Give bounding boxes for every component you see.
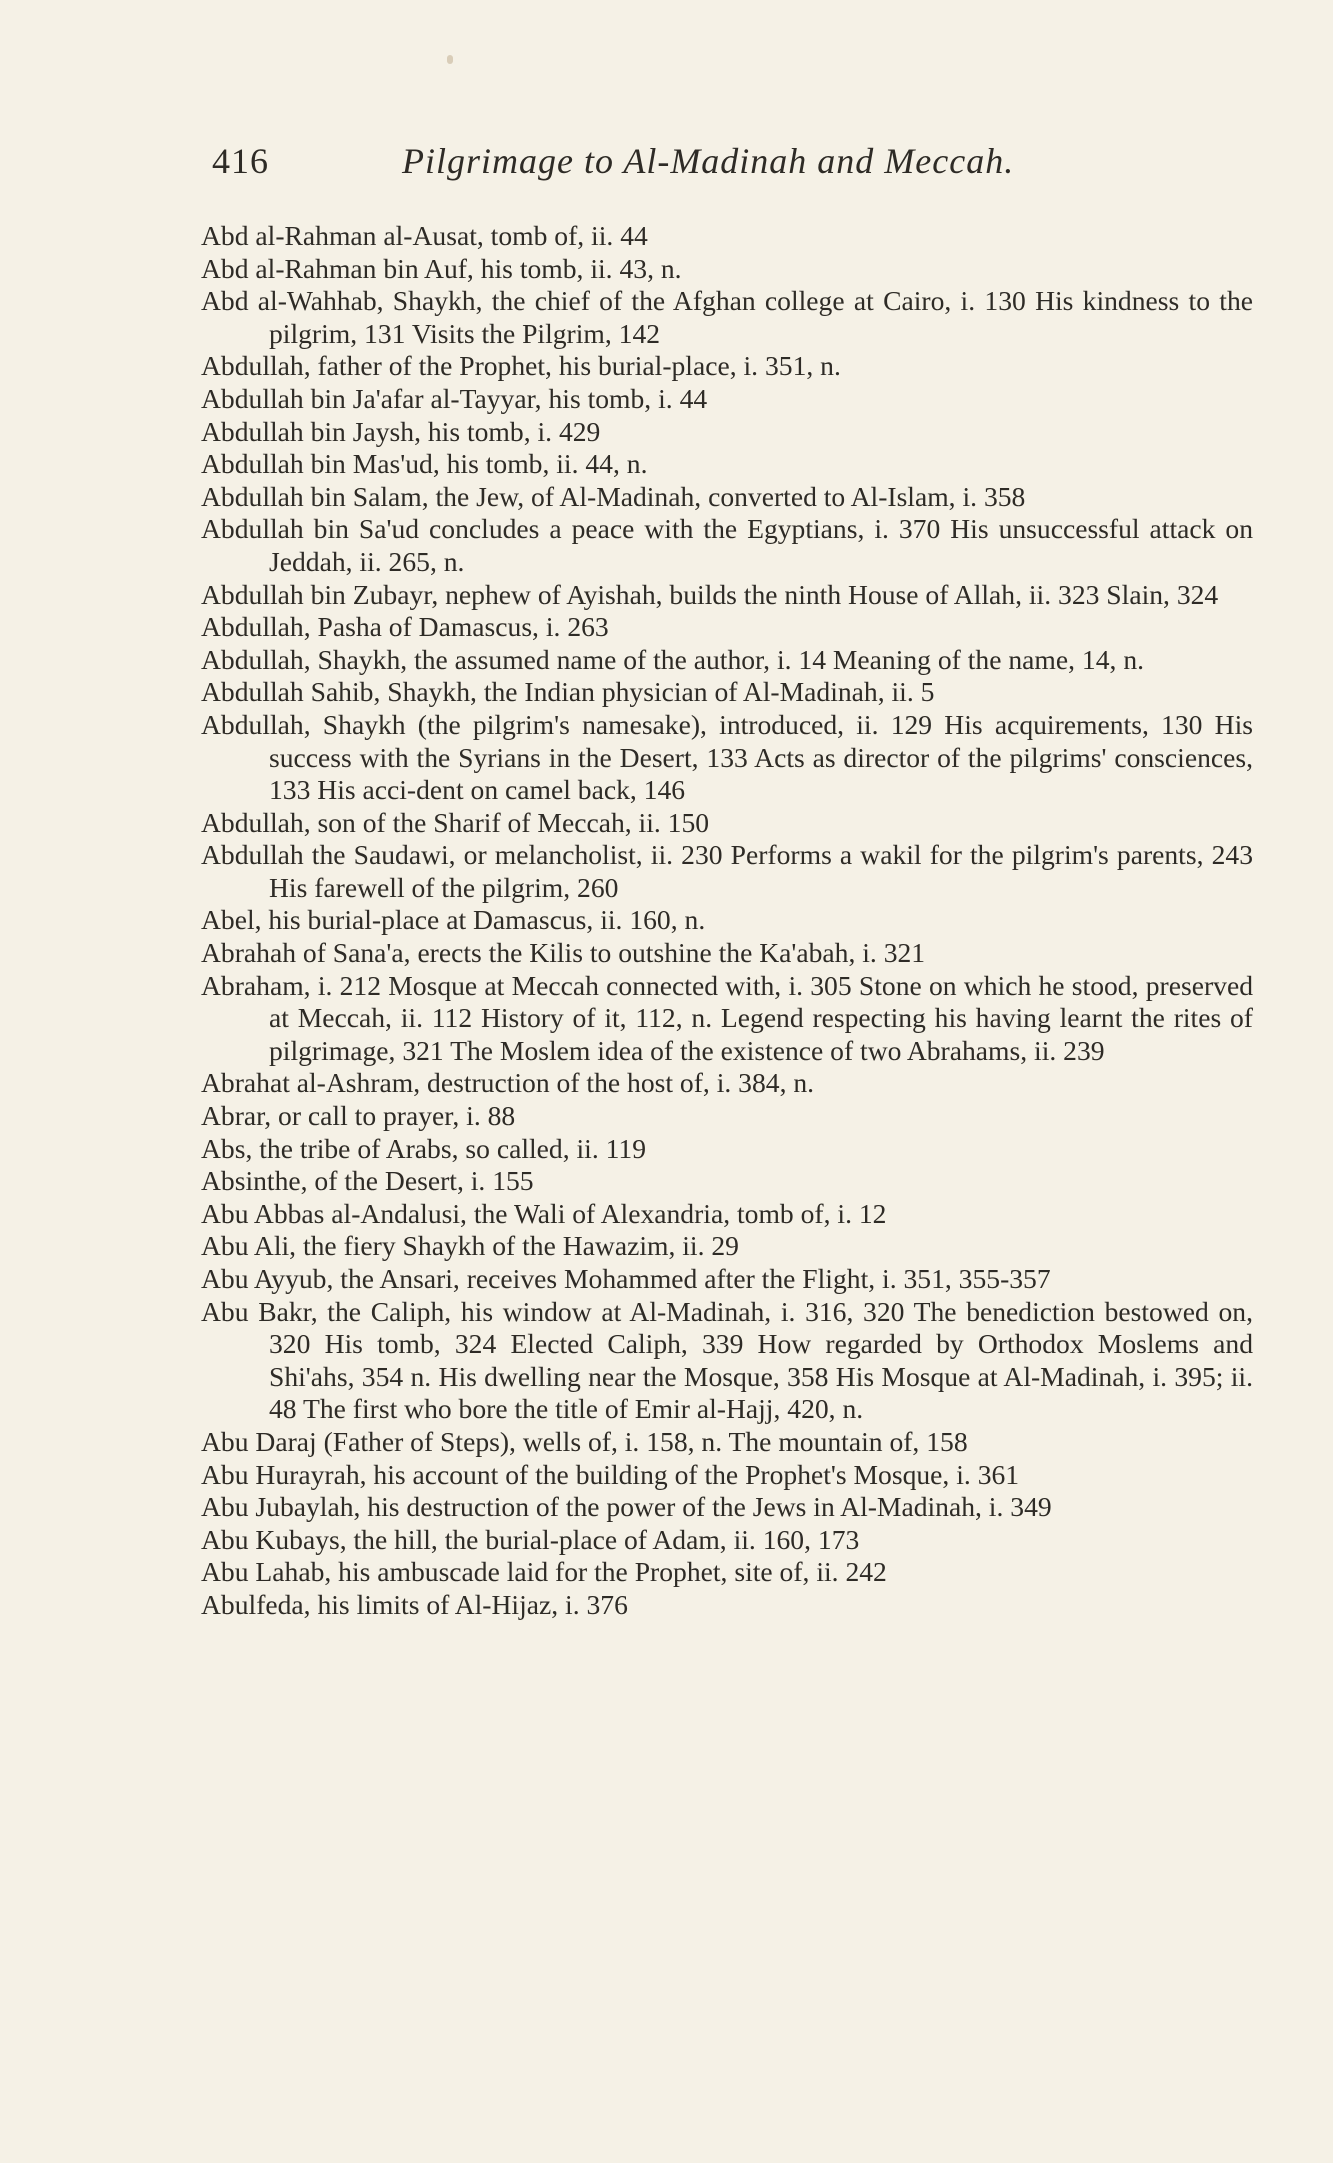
index-entry: Abdullah, father of the Prophet, his burial-place, i. 351, n. xyxy=(201,350,841,382)
index-entry: Abdullah, Pasha of Damascus, i. 263 xyxy=(201,611,609,643)
index-entry: Abulfeda, his limits of Al-Hijaz, i. 376 xyxy=(201,1588,628,1620)
index-entry: Abraham, i. 212 Mosque at Meccah connected with, i. 305 Stone on which he stood, preserved at Meccah, ii. 112 History of it, 112, n. Legend respecting his having learnt the rites of pilgrimage, 321 The Moslem idea of the existence of two Abrahams, ii. 239 xyxy=(201,969,1253,1066)
index-entry: Abu Hurayrah, his account of the building of the Prophet's Mosque, i. 361 xyxy=(201,1458,1020,1490)
index-entry: Abrar, or call to prayer, i. 88 xyxy=(201,1100,516,1132)
page-number: 416 xyxy=(212,141,269,181)
index-entry: Abdullah the Saudawi, or melancholist, ii. 230 Performs a wakil for the pilgrim's parents, 243 His farewell of the pilgrim, 260 xyxy=(201,839,1253,903)
index-entry: Abu Ali, the fiery Shaykh of the Hawazim, ii. 29 xyxy=(201,1230,739,1262)
index-entry: Abdullah bin Jaysh, his tomb, i. 429 xyxy=(201,415,601,447)
index-entry: Abdullah bin Zubayr, nephew of Ayishah, builds the ninth House of Allah, ii. 323 Slain, 324 xyxy=(201,578,1219,610)
index-entry: Abs, the tribe of Arabs, so called, ii. 119 xyxy=(201,1132,646,1164)
page-header xyxy=(212,140,1072,190)
index-list xyxy=(201,220,1253,1622)
index-entry: Abel, his burial-place at Damascus, ii. 160, n. xyxy=(201,904,706,936)
index-entry: Abd al-Rahman al-Ausat, tomb of, ii. 44 xyxy=(201,220,648,251)
index-entry: Abu Abbas al-Andalusi, the Wali of Alexandria, tomb of, i. 12 xyxy=(201,1197,887,1229)
index-entry: Abdullah, Shaykh, the assumed name of the author, i. 14 Meaning of the name, 14, n. xyxy=(201,643,1145,675)
index-entry: Abu Jubaylah, his destruction of the power of the Jews in Al-Madinah, i. 349 xyxy=(201,1491,1052,1523)
index-entry: Abu Kubays, the hill, the burial-place of Adam, ii. 160, 173 xyxy=(201,1523,860,1555)
index-entry: Abdullah bin Salam, the Jew, of Al-Madinah, converted to Al-Islam, i. 358 xyxy=(201,480,1026,512)
paper-blemish xyxy=(447,55,453,64)
running-title: Pilgrimage to Al-Madinah and Meccah. xyxy=(402,141,1015,181)
index-entry: Abdullah, son of the Sharif of Meccah, ii. 150 xyxy=(201,806,710,838)
index-entry: Abrahah of Sana'a, erects the Kilis to outshine the Ka'abah, i. 321 xyxy=(201,937,926,969)
index-entry: Absinthe, of the Desert, i. 155 xyxy=(201,1165,534,1197)
index-entry: Abdullah, Shaykh (the pilgrim's namesake), introduced, ii. 129 His acquirements, 130 His success with the Syrians in the Desert, 133 Acts as director of the pilgrims' consciences, 133 His acci-dent on camel back, 146 xyxy=(201,708,1253,806)
index-entry: Abu Daraj (Father of Steps), wells of, i. 158, n. The mountain of, 158 xyxy=(201,1425,968,1457)
index-entry: Abu Ayyub, the Ansari, receives Mohammed after the Flight, i. 351, 355-357 xyxy=(201,1263,1051,1294)
index-entry: Abdullah bin Mas'ud, his tomb, ii. 44, n. xyxy=(201,448,648,480)
index-entry: Abd al-Wahhab, Shaykh, the chief of the Afghan college at Cairo, i. 130 His kindness to the pilgrim, 131 Visits the Pilgrim, 142 xyxy=(201,285,1253,349)
index-entry: Abdullah bin Ja'afar al-Tayyar, his tomb, i. 44 xyxy=(201,382,708,414)
index-entry: Abd al-Rahman bin Auf, his tomb, ii. 43, n. xyxy=(201,252,682,284)
index-entry: Abu Lahab, his ambuscade laid for the Prophet, site of, ii. 242 xyxy=(201,1556,887,1588)
index-entry: Abu Bakr, the Caliph, his window at Al-Madinah, i. 316, 320 The benediction bestowed on, 320 His tomb, 324 Elected Caliph, 339 How regarded by Orthodox Moslems and Shi'ahs, 354 n. His dwelling near the Mosque, 358 His Mosque at Al-Madinah, i. 395; ii. 48 The first who bore the title of Emir al-Hajj, 420, n. xyxy=(201,1295,1253,1425)
index-entry: Abdullah Sahib, Shaykh, the Indian physician of Al-Madinah, ii. 5 xyxy=(201,676,935,708)
index-entry: Abrahat al-Ashram, destruction of the host of, i. 384, n. xyxy=(201,1067,815,1099)
index-entry: Abdullah bin Sa'ud concludes a peace with the Egyptians, i. 370 His unsuccessful attack on Jeddah, ii. 265, n. xyxy=(201,513,1253,577)
